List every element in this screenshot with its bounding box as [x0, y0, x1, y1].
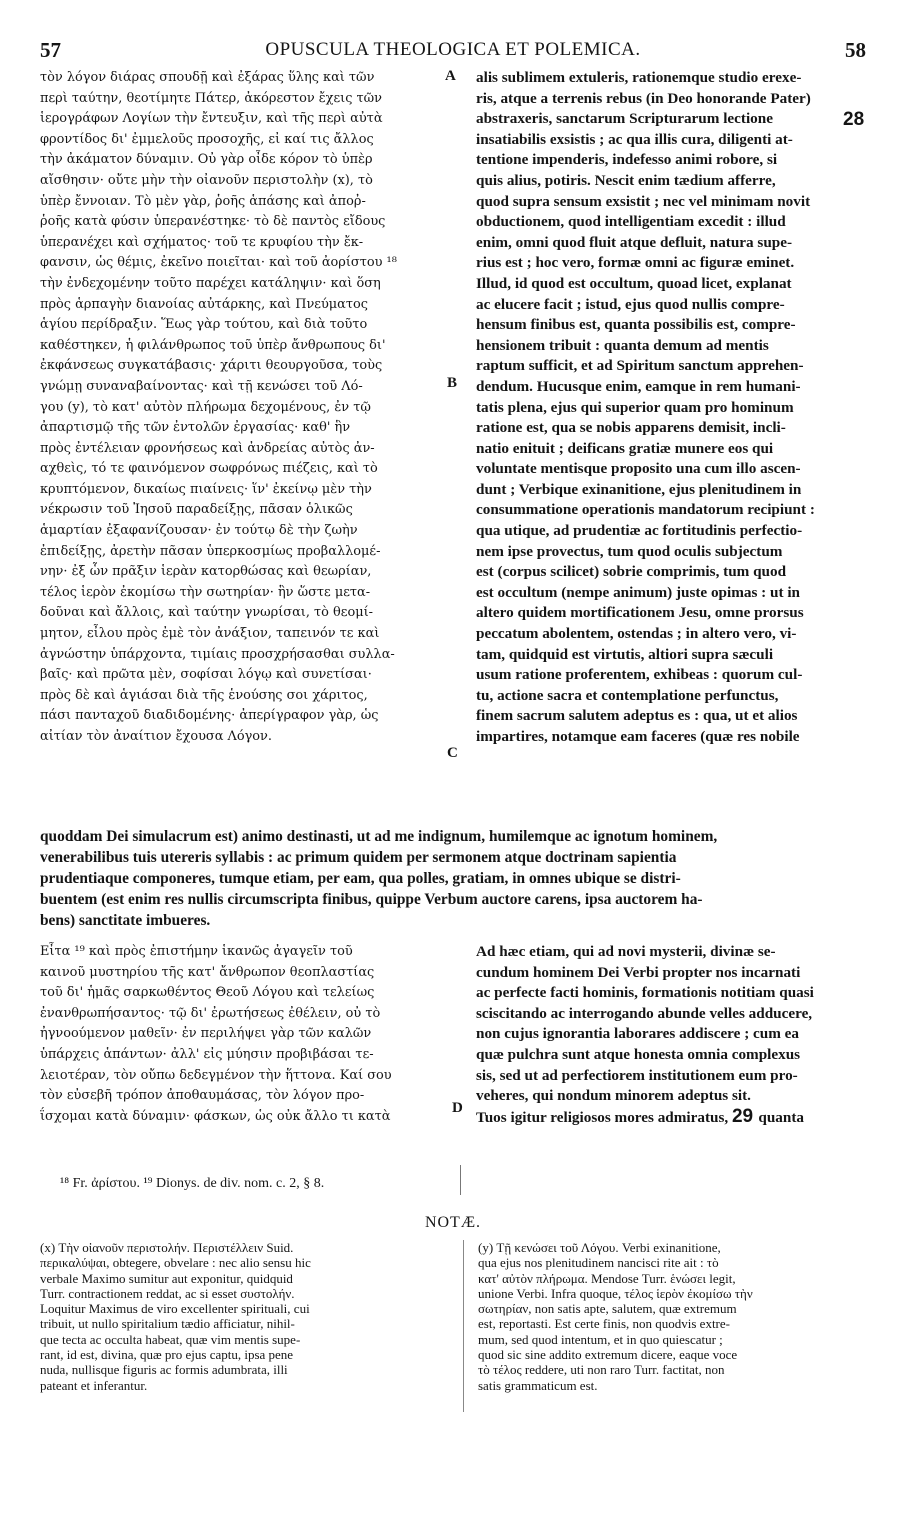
greek-line: πρὸς ἁρπαγὴν διανοίας αὐτάρκης, καὶ Πνεύματος	[40, 296, 368, 312]
greek-line: λειοτέραν, τὸν οὔπω δεδεγμένον τὴν ἥττονα. Καί σου	[40, 1067, 392, 1083]
latin-line: est occultum (nempe animum) juste opimas : ut in	[476, 583, 800, 601]
column-number-28: 28	[843, 109, 865, 130]
latin-line: dunt ; Verbique exinanitione, ejus plenitudinem in	[476, 480, 802, 498]
latin-full-line: bens) sanctitate imbueres.	[40, 912, 211, 929]
note-line: rant, id est, divina, quæ pro ejus captu, ipsa pene	[40, 1347, 294, 1363]
note-y	[478, 1240, 868, 1393]
latin-full-width-paragraph	[40, 826, 866, 931]
greek-line: ὑπάρχεις ἁπάντων· ἀλλ' εἰς μύησιν προβιβάσαι τε-	[40, 1046, 374, 1062]
latin-full-line: quoddam Dei simulacrum est) animo destinasti, ut ad me indignum, humilemque ac ignotum hominem,	[40, 828, 718, 845]
latin-line: Ad hæc etiam, qui ad novi mysterii, divinæ se-	[476, 943, 776, 960]
greek-line: περὶ ταύτην, θεοτίμητε Πάτερ, ἀκόρεστον ἔχεις τῶν	[40, 90, 383, 106]
latin-line: ac perfecte facti hominis, formationis notitiam quasi	[476, 984, 814, 1002]
latin-line: dendum. Hucusque enim, eamque in rem humani-	[476, 377, 801, 395]
note-line: (y) Τῇ κενώσει τοῦ Λόγου. Verbi exinanitione,	[478, 1240, 721, 1255]
latin-line: obductionem, quod intelligentiam excedit : illud	[476, 213, 786, 231]
latin-line: impartires, notamque eam faceres (quæ res nobile	[476, 728, 800, 745]
greek-line: γνώμῃ συναναβαίνοντας· καὶ τῇ κενώσει τοῦ Λό-	[40, 378, 363, 394]
notae-title: NOTÆ.	[424, 1214, 482, 1231]
note-line: (x) Τὴν οἰανοῦν περιστολήν. Περιστέλλειν Suid.	[40, 1240, 294, 1255]
page-header	[40, 38, 866, 66]
latin-line: voluntate mentisque proposito una cum illo ascen-	[476, 460, 801, 478]
notes-divider	[463, 1240, 464, 1412]
latin-line: consummatione operationis mandatorum recipiunt :	[476, 501, 815, 519]
latin-line: sciscitando ac interrogando abunde velles adducere,	[476, 1004, 813, 1022]
note-line: satis grammaticum est.	[478, 1377, 598, 1393]
latin-line: alis sublimem extuleris, rationemque studio erexe-	[476, 69, 802, 86]
latin-line: tentione impenderis, indefesso animi robore, si	[476, 151, 778, 169]
latin-full-line: prudentiaque componeres, tumque etiam, per eam, qua polles, gratiam, in omnes ubique se distri-	[40, 870, 681, 887]
latin-line: Illud, id quod est occultum, quoad licet, explanat	[476, 274, 792, 292]
latin-line: abstraxeris, sanctarum Scripturarum lectione	[476, 110, 773, 128]
greek-line: νην· ἐξ ὧν πρᾶξιν ἱερὰν κατορθώσας καὶ θεωρίαν,	[40, 564, 372, 580]
latin-line: ris, atque a terrenis rebus (in Deo honorande Pater)	[476, 89, 811, 107]
greek-line: ἁμαρτίαν ἐξαφανίζουσαν· ἐν τούτῳ δὲ τὴν ζωὴν	[40, 523, 358, 539]
footnotes: ¹⁸ Fr. ἀρίστου. ¹⁹ Dionys. de div. nom. c. 2, § 8.	[60, 1176, 325, 1191]
greek-column-top	[40, 68, 440, 748]
greek-line: ὑπερανέχει καὶ σχήματος· τοῦ τε κρυφίου τὴν ἔκ-	[40, 234, 364, 250]
greek-line: πρὸς ἐντέλειαν φρονήσεως καὶ ἀνδρείας αὐτὸς ἀν-	[40, 440, 375, 456]
greek-line: ἀγνώστην ὑπάρχοντα, τιμίαις προσχρήσασθαι συλλα-	[40, 646, 395, 662]
note-line: pateant et inferantur.	[40, 1377, 148, 1393]
latin-line: tu, actione sacra et contemplatione perfunctus,	[476, 686, 779, 704]
latin-line: quis alius, potiris. Nescit enim tædium afferre,	[476, 171, 776, 189]
margin-marker-a: A	[445, 68, 456, 84]
note-line: κατ' αὐτὸν πλήρωμα. Mendose Turr. ἑνώσει legit,	[478, 1270, 736, 1286]
latin-line: finem sacrum salutem adeptus es : qua, ut et alios	[476, 707, 798, 725]
greek-line: τέλος ἱερὸν ἐκομίσω τὴν σωτηρίαν· ἣν ὥστε μετα-	[40, 584, 371, 600]
latin-line: rius est ; hoc vero, formæ omni ac figuræ eminet.	[476, 254, 795, 272]
page-number-right: 58	[845, 38, 866, 62]
greek-line: βαῖς· καὶ πρῶτα μὲν, σοφίσαι λόγῳ καὶ συνετίσαι·	[40, 667, 372, 683]
note-x	[40, 1240, 448, 1393]
latin-line: natio enituit ; deificans gratiæ munere eos qui	[476, 439, 774, 457]
greek-line: φανσιν, ὡς θέμις, ἐκεῖνο ποιεῖται· καὶ τοῦ ἀορίστου ¹⁸	[40, 255, 397, 271]
latin-line: hensum finibus est, quanta possibilis est, compre-	[476, 316, 796, 334]
greek-line: ἐνανθρωπήσαντος· τῷ δι' ἐρωτήσεως ἐθέλειν, οὐ τὸ	[40, 1005, 381, 1021]
greek-line: αχθεὶς, τό τε φαινόμενον σωφρόνως πιέζεις, καὶ τὸ	[40, 461, 378, 477]
greek-line: ἀπαρτισμῷ τῆς τῶν ἐντολῶν ἐργασίας· καθ' ἣν	[40, 420, 351, 436]
running-title: OPUSCULA THEOLOGICA ET POLEMICA.	[265, 39, 641, 60]
greek-line: καθέστηκεν, ἡ φιλάνθρωπος τοῦ ὑπὲρ ἄνθρωπους δι'	[40, 337, 386, 353]
latin-line: est (corpus scilicet) sobrie comprimis, tum quod	[476, 563, 787, 581]
greek-line: τοῦ δι' ἡμᾶς σαρκωθέντος Θεοῦ Λόγου καὶ τελείως	[40, 985, 375, 1001]
margin-marker-b: B	[447, 375, 458, 391]
note-line: tribuit, ut nullo spiritalium tædio afficiatur, nihil-	[40, 1316, 295, 1332]
latin-line: qua utique, ad prudentiæ ac fortitudinis perfectio-	[476, 522, 803, 540]
greek-line: ἱερογράφων Λογίων τὴν ἔντευξιν, καὶ τῆς περὶ αὐτὰ	[40, 111, 383, 127]
greek-line: αἴσθησιν· οὔτε μὴν τὴν οἰανοῦν περιστολὴν (x), τὸ	[40, 172, 373, 188]
latin-line: non cujus ignorantia laborares addiscere ; cum ea	[476, 1025, 800, 1043]
latin-line: cundum hominem Dei Verbi propter nos incarnati	[476, 963, 801, 981]
greek-line: γου (y), τὸ κατ' αὐτὸν πλήρωμα δεχομένους, ἐν τῷ	[40, 399, 371, 415]
latin-line: quod supra sensum exsistit ; nec vel minimam novit	[476, 192, 811, 210]
latin-line: ratione est, qua se nobis apparens demisit, incli-	[476, 419, 786, 437]
latin-line: Tuos igitur religiosos mores admiratus, 29 quanta	[476, 1106, 804, 1127]
footnote-column-rule	[460, 1165, 461, 1195]
greek-line: φροντίδος δι' ἐμμελοῦς προσοχῆς, εἰ καί τις ἄλλος	[40, 131, 374, 147]
greek-line: ΐσχομαι κατὰ δύναμιν· φάσκων, ὡς οὐκ ἄλλο τι κατὰ	[40, 1108, 391, 1124]
column-number-29: 29	[731, 1106, 759, 1127]
note-line: que tecta ac occulta habeat, quæ vim mentis supe-	[40, 1331, 301, 1347]
greek-line: τὴν ἐνδεχομένην τοῦτο παρέχει κατάληψιν· καὶ ὅση	[40, 275, 381, 291]
greek-line: ἠγνοούμενον μαθεῖν· ἐν περιλήψει γὰρ τῶν καλῶν	[40, 1026, 372, 1042]
greek-line: μητον, εἶλου πρὸς ἐμὲ τὸν ἀνάξιον, ταπεινόν τε καὶ	[40, 626, 380, 642]
note-line: verbale Maximo sumitur aut exponitur, quidquid	[40, 1270, 293, 1286]
note-line: qua ejus nos plenitudinem nancisci rite ait : τὸ	[478, 1255, 719, 1271]
note-line: Turr. contractionem reddat, ac si esset συστολήν.	[40, 1285, 295, 1301]
margin-marker-d: D	[452, 1100, 463, 1116]
latin-line: sis, sed ut ad perfectiorem institutionem eum pro-	[476, 1066, 798, 1084]
latin-full-line: buentem (est enim res nullis circumscripta finibus, quippe Verbum auctore carens, ipsa auctorem ha-	[40, 891, 703, 908]
note-line: σωτηρίαν, non satis apte, salutem, quæ extremum	[478, 1301, 737, 1317]
latin-line: tam, quidquid est virtutis, altiori supra sæculi	[476, 645, 774, 663]
latin-full-line: venerabilibus tuis utereris syllabis : ac primum quidem per sermonem atque doctrinam sapientia	[40, 849, 677, 866]
latin-line: usum ratione proferentem, exhibeas : quorum cul-	[476, 666, 803, 684]
greek-line: νέκρωσιν τοῦ Ἰησοῦ παραδείξῃς, πᾶσαν ὁλικῶς	[40, 502, 353, 518]
greek-line: κρυπτόμενον, δικαίως πιαίνεις· ἵν' ἐκείνῳ μὲν τὴν	[40, 481, 372, 497]
latin-line: raptum sufficit, et ad Spiritum sanctum apprehen-	[476, 357, 804, 375]
note-line: Loquitur Maximus de viro excellenter spirituali, cui	[40, 1301, 310, 1317]
note-line: τὸ τέλος reddere, uti non raro Turr. factitat, non	[478, 1362, 725, 1378]
note-line: περικαλύψαι, obtegere, obvelare : nec alio sensu hic	[40, 1255, 311, 1271]
latin-line: quæ pulchra sunt atque honesta omnia complexus	[476, 1045, 801, 1063]
greek-column-bottom	[40, 942, 440, 1127]
greek-line: ἁγίου περίδραξιν. Ἕως γὰρ τούτου, καὶ διὰ τοῦτο	[40, 317, 368, 333]
latin-column-top	[476, 68, 868, 748]
greek-line: πρὸς δὲ καὶ ἁγιάσαι διὰ τῆς ἑνούσης σοι χάριτος,	[40, 687, 368, 703]
note-line: quod sic sine addito extremum dicere, eaque voce	[478, 1347, 738, 1363]
page-number-left: 57	[40, 38, 61, 62]
greek-line: αἰτίαν τὸν ἀναίτιον ἔχουσα Λόγον.	[40, 729, 272, 744]
latin-line: hensionem tribuit : quanta demum ad mentis	[476, 336, 769, 354]
latin-line: ac elucere facit ; istud, ejus quod nullis compre-	[476, 295, 785, 313]
greek-line: τὸν λόγον διάρας σπουδῇ καὶ ἐξάρας ὕλης καὶ τῶν	[40, 70, 375, 85]
latin-column-bottom	[476, 942, 868, 1128]
greek-line: δοῦναι καὶ ἄλλοις, καὶ ταύτην γνωρίσαι, τὸ θεομί-	[40, 605, 374, 621]
greek-line: ἐπιδείξῃς, ἀρετὴν πᾶσαν ὑπερκοσμίως προβαλλομέ-	[40, 543, 381, 559]
greek-line: Εἶτα ¹⁹ καὶ πρὸς ἐπιστήμην ἱκανῶς ἀγαγεῖν τοῦ	[40, 944, 353, 959]
greek-line: ἐκφάνσεως συγκατάβασις· χάριτι θεουργοῦσα, τοὺς	[40, 358, 383, 374]
greek-line: ὑπὲρ ἔννοιαν. Τὸ μὲν γὰρ, ῥοῆς ἁπάσης καὶ ἀποῤ-	[40, 193, 366, 209]
greek-line: καινοῦ μυστηρίου τῆς κατ' ἄνθρωπον θεοπλαστίας	[40, 964, 375, 980]
latin-line: nem ipse provectus, tum quod oculis subjectum	[476, 542, 783, 560]
latin-line: veheres, qui nondum minorem adeptus sit.	[476, 1087, 751, 1105]
greek-line: ῥοῆς κατὰ φύσιν ὑπερανέστηκε· τὸ δὲ παντὸς εἴδους	[40, 214, 386, 230]
note-line: unione Verbi. Infra quoque, τέλος ἱερὸν ἐκομίσω τὴν	[478, 1285, 753, 1301]
greek-line: τὸν εὐσεβῆ τρόπον ἀποθαυμάσας, τὸν λόγον προ-	[40, 1088, 365, 1104]
note-line: mum, sed quod intentum, et in quo quiescatur ;	[478, 1331, 723, 1347]
greek-line: τὴν ἀκάματον δύναμιν. Οὐ γὰρ οἶδε κόρον τὸ ὑπὲρ	[40, 152, 373, 168]
latin-line: enim, omni quod fluit atque defluit, natura supe-	[476, 233, 793, 251]
note-line: est, reportasti. Est certe finis, non quodvis extre-	[478, 1316, 730, 1332]
latin-line: tatis plena, ejus qui superior quam pro hominum	[476, 398, 794, 416]
latin-line: altero quidem mortificationem Jesu, omne prorsus	[476, 604, 804, 622]
latin-line: peccatum abolentem, ostendas ; in altero vero, vi-	[476, 625, 797, 643]
greek-line: πάσι πανταχοῦ διαδιδομένης· ἀπερίγραφον γὰρ, ὡς	[40, 708, 379, 724]
note-line: nuda, nullisque figuris ac formis adumbrata, illi	[40, 1362, 288, 1378]
margin-marker-c: C	[447, 745, 458, 761]
latin-line: insatiabilis exsistis ; ac qua illis cura, diligenti at-	[476, 130, 793, 148]
